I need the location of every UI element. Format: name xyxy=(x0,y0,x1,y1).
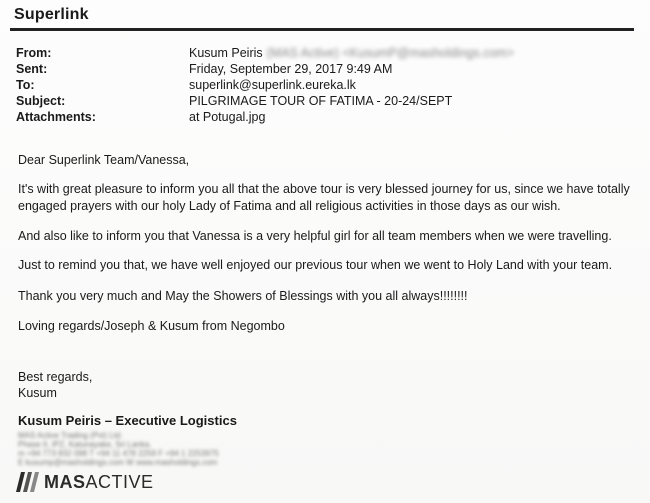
to-label: To: xyxy=(16,78,35,92)
paragraph-3: Just to remind you that, we have well enjoyed our previous tour when we went to Holy Land with your team. xyxy=(18,258,613,272)
paragraph-1-line-1: It's with great pleasure to inform you all that the above tour is very blessed journey for us, since we have totally xyxy=(18,182,630,196)
from-redacted-address: (MAS Active) <KusumP@masholdings.com> xyxy=(266,46,515,60)
signature-redacted-line-1: MAS Active Trading (Pvt) Ltd. xyxy=(18,431,123,440)
sent-label: Sent: xyxy=(16,62,48,76)
closing-name: Kusum xyxy=(18,386,57,400)
signature-name-title: Kusum Peiris – Executive Logistics xyxy=(18,413,237,428)
greeting: Dear Superlink Team/Vanessa, xyxy=(18,153,190,167)
sent-value: Friday, September 29, 2017 9:49 AM xyxy=(189,62,393,76)
logo-text-bold: MAS xyxy=(44,471,86,492)
from-name: Kusum Peiris xyxy=(189,46,263,60)
to-value: superlink@superlink.eureka.lk xyxy=(189,78,356,92)
signature-redacted-line-2: Phase II, IPZ, Katunayake, Sri Lanka. xyxy=(18,440,152,449)
logo-wordmark xyxy=(44,472,154,493)
mas-logo-icon xyxy=(16,472,40,492)
logo-text-light: ACTIVE xyxy=(85,471,154,492)
paragraph-1-line-2: engaged prayers with our holy Lady of Fatima and all religious activities in those days as our wish. xyxy=(18,199,561,213)
attachment-file: at Potugal.jpg xyxy=(189,110,266,124)
subject-label: Subject: xyxy=(16,94,66,108)
from-value xyxy=(189,45,514,61)
closing: Best regards, xyxy=(18,370,93,384)
signature-redacted-line-3: m +94 773 832 098 T +94 11 478 2259 F +94 1 2253975 xyxy=(18,449,219,458)
attachments-label: Attachments: xyxy=(16,110,96,124)
title-divider xyxy=(10,28,634,31)
sender-org-title: Superlink xyxy=(14,6,89,23)
signature-redacted-line-4: E kusump@masholdings.com W www.masholdings.com xyxy=(18,458,218,467)
mas-active-logo xyxy=(16,470,154,494)
from-label: From: xyxy=(16,46,52,60)
paragraph-2: And also like to inform you that Vanessa is a very helpful girl for all team members when we were travelling. xyxy=(18,229,612,243)
paragraph-4: Thank you very much and May the Showers of Blessings with you all always!!!!!!!! xyxy=(18,289,468,303)
paragraph-5: Loving regards/Joseph & Kusum from Negombo xyxy=(18,319,285,333)
subject-value: PILGRIMAGE TOUR OF FATIMA - 20-24/SEPT xyxy=(189,94,453,108)
